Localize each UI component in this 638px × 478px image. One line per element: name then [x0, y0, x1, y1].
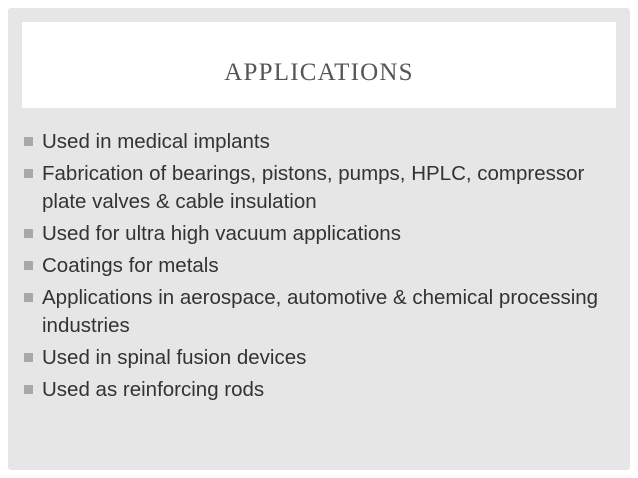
bullet-item — [22, 376, 618, 404]
bullet-text: Applications in aerospace, automotive & chemical processing industries — [42, 286, 599, 337]
square-bullet-icon — [24, 137, 33, 146]
bullet-item — [22, 160, 618, 216]
bullet-item — [22, 128, 618, 156]
square-bullet-icon — [24, 261, 33, 270]
title-box — [22, 22, 616, 108]
bullet-item — [22, 284, 618, 340]
square-bullet-icon — [24, 293, 33, 302]
bullet-text: Used in spinal fusion devices — [42, 346, 307, 369]
bullet-item — [22, 344, 618, 372]
bullet-item — [22, 252, 618, 280]
bullet-text: Used in medical implants — [42, 130, 270, 153]
bullet-text: Coatings for metals — [42, 254, 219, 277]
square-bullet-icon — [24, 353, 33, 362]
slide — [8, 8, 630, 470]
bullet-text: Fabrication of bearings, pistons, pumps, HPLC, compressor plate valves & cable insulation — [42, 162, 585, 213]
bullet-list — [22, 128, 618, 408]
bullet-text: Used as reinforcing rods — [42, 378, 265, 401]
square-bullet-icon — [24, 169, 33, 178]
slide-title: APPLICATIONS — [224, 59, 414, 86]
bullet-text: Used for ultra high vacuum applications — [42, 222, 401, 245]
square-bullet-icon — [24, 385, 33, 394]
square-bullet-icon — [24, 229, 33, 238]
bullet-item — [22, 220, 618, 248]
